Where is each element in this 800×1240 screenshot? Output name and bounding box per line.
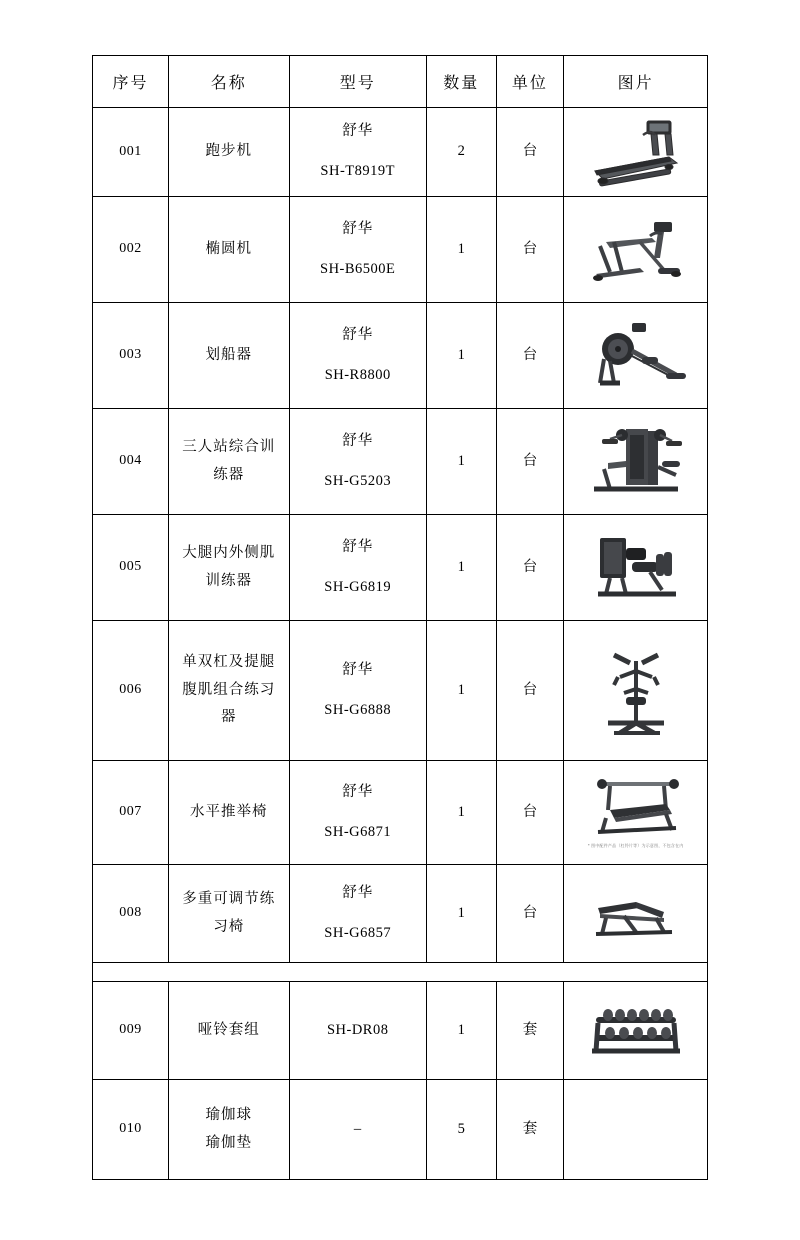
cell-image (564, 409, 708, 515)
cell-no: 005 (93, 515, 169, 621)
cell-model-code: SH-DR08 (326, 1021, 389, 1038)
cell-name-line: 多重可调节练 (182, 890, 276, 907)
cell-image (564, 761, 708, 865)
table-header-row (93, 56, 708, 108)
cell-unit: 台 (496, 865, 564, 963)
cell-model (289, 1080, 426, 1180)
cell-name-line: 瑜伽球 (205, 1106, 253, 1123)
table-row (93, 108, 708, 197)
cell-model (289, 409, 426, 515)
cell-model-code: SH-B6500E (320, 260, 396, 277)
cell-qty: 5 (426, 1080, 496, 1180)
cell-name-line: 哑铃套组 (197, 1021, 260, 1038)
cell-name (169, 761, 289, 865)
column-header-no: 序号 (93, 56, 169, 108)
cell-name-line: 椭圆机 (205, 240, 253, 257)
cell-no: 008 (93, 865, 169, 963)
table-row (93, 515, 708, 621)
cell-model-brand: 舒华 (342, 123, 374, 140)
cell-model (289, 982, 426, 1080)
cell-name (169, 197, 289, 303)
cell-model-brand: 舒华 (342, 326, 374, 343)
cell-model-brand: 舒华 (342, 538, 374, 555)
cell-no: 010 (93, 1080, 169, 1180)
cell-name-line: 三人站综合训 (182, 438, 276, 455)
cell-qty: 1 (426, 197, 496, 303)
cell-no: 006 (93, 621, 169, 761)
multi-gym-photo (573, 421, 699, 503)
cell-name (169, 303, 289, 409)
cell-model (289, 197, 426, 303)
equipment-table (92, 55, 708, 1180)
cell-model (289, 865, 426, 963)
cell-name (169, 108, 289, 197)
treadmill-photo (573, 115, 699, 189)
flat-bench-press-photo (573, 776, 699, 840)
cell-model (289, 515, 426, 621)
cell-name-line: 练器 (213, 466, 245, 483)
column-header-name: 名称 (169, 56, 289, 108)
cell-qty: 1 (426, 865, 496, 963)
cell-name-line: 器 (221, 709, 237, 726)
cell-image (564, 515, 708, 621)
cell-name-line: 腹肌组合练习 (182, 681, 276, 698)
cell-name-line: 训练器 (205, 572, 253, 589)
cell-model-code: SH-R8800 (324, 366, 391, 383)
cell-name-line: 划船器 (205, 346, 253, 363)
cell-image-empty (564, 1080, 708, 1180)
cell-no: 002 (93, 197, 169, 303)
cell-model-brand: 舒华 (342, 884, 374, 901)
cell-name-line: 水平推举椅 (190, 803, 268, 820)
cell-unit: 台 (496, 108, 564, 197)
cell-name-line: 跑步机 (205, 143, 253, 160)
dumbbell-rack-photo (573, 1001, 699, 1061)
cell-model-code: SH-G6857 (324, 924, 392, 941)
column-header-unit: 单位 (496, 56, 564, 108)
cell-model-code: SH-T8919T (320, 163, 395, 179)
cell-name (169, 409, 289, 515)
cell-image (564, 982, 708, 1080)
cell-qty: 2 (426, 108, 496, 197)
table-row (93, 409, 708, 515)
cell-model (289, 303, 426, 409)
table-row (93, 1080, 708, 1180)
elliptical-photo (573, 212, 699, 288)
table-row (93, 621, 708, 761)
cell-qty: 1 (426, 409, 496, 515)
table-section-gap (93, 963, 708, 982)
cell-name-line: 单双杠及提腿 (182, 654, 276, 671)
cell-image (564, 108, 708, 197)
table-row (93, 865, 708, 963)
table-row (93, 982, 708, 1080)
column-header-model: 型号 (289, 56, 426, 108)
cell-model-code: SH-G6871 (324, 823, 392, 840)
cell-name (169, 621, 289, 761)
cell-model-code: SH-G6819 (324, 578, 392, 595)
column-header-image: 图片 (564, 56, 708, 108)
cell-name-line: 习椅 (213, 918, 245, 935)
cell-no: 009 (93, 982, 169, 1080)
cell-name (169, 1080, 289, 1180)
cell-unit: 台 (496, 409, 564, 515)
cell-model (289, 621, 426, 761)
cell-image (564, 197, 708, 303)
hip-adductor-machine-photo (573, 528, 699, 608)
cell-no: 003 (93, 303, 169, 409)
cell-model-code: SH-G5203 (324, 472, 392, 489)
cell-name (169, 982, 289, 1080)
table-row (93, 197, 708, 303)
cell-name-line: 瑜伽垫 (205, 1134, 253, 1151)
image-note: * 图中配件产品（杠铃片等）为示意图，不包含在内 (587, 842, 684, 848)
cell-qty: 1 (426, 761, 496, 865)
table-row (93, 761, 708, 865)
cell-model-brand: 舒华 (342, 220, 374, 237)
cell-model-brand: 舒华 (342, 432, 374, 449)
gap-cell (93, 963, 708, 982)
power-tower-photo (573, 641, 699, 741)
cell-model-code: – (353, 1120, 362, 1137)
cell-qty: 1 (426, 621, 496, 761)
cell-image (564, 303, 708, 409)
cell-unit: 套 (496, 982, 564, 1080)
table-body (93, 108, 708, 1180)
cell-model-brand: 舒华 (342, 661, 374, 678)
cell-unit: 台 (496, 303, 564, 409)
column-header-qty: 数量 (426, 56, 496, 108)
cell-unit: 台 (496, 197, 564, 303)
cell-image (564, 621, 708, 761)
cell-model-code: SH-G6888 (324, 701, 392, 718)
cell-model-brand: 舒华 (342, 783, 374, 800)
cell-unit: 台 (496, 515, 564, 621)
cell-model (289, 761, 426, 865)
cell-name (169, 865, 289, 963)
cell-name-line: 大腿内外侧肌 (182, 544, 276, 561)
rowing-machine-photo (573, 317, 699, 395)
cell-unit: 套 (496, 1080, 564, 1180)
cell-image (564, 865, 708, 963)
table-header (93, 56, 708, 108)
table-row (93, 303, 708, 409)
cell-no: 004 (93, 409, 169, 515)
cell-model (289, 108, 426, 197)
cell-qty: 1 (426, 515, 496, 621)
cell-name (169, 515, 289, 621)
cell-no: 001 (93, 108, 169, 197)
cell-qty: 1 (426, 303, 496, 409)
cell-no: 007 (93, 761, 169, 865)
cell-qty: 1 (426, 982, 496, 1080)
cell-unit: 台 (496, 621, 564, 761)
cell-unit: 台 (496, 761, 564, 865)
adjustable-bench-photo (573, 886, 699, 942)
